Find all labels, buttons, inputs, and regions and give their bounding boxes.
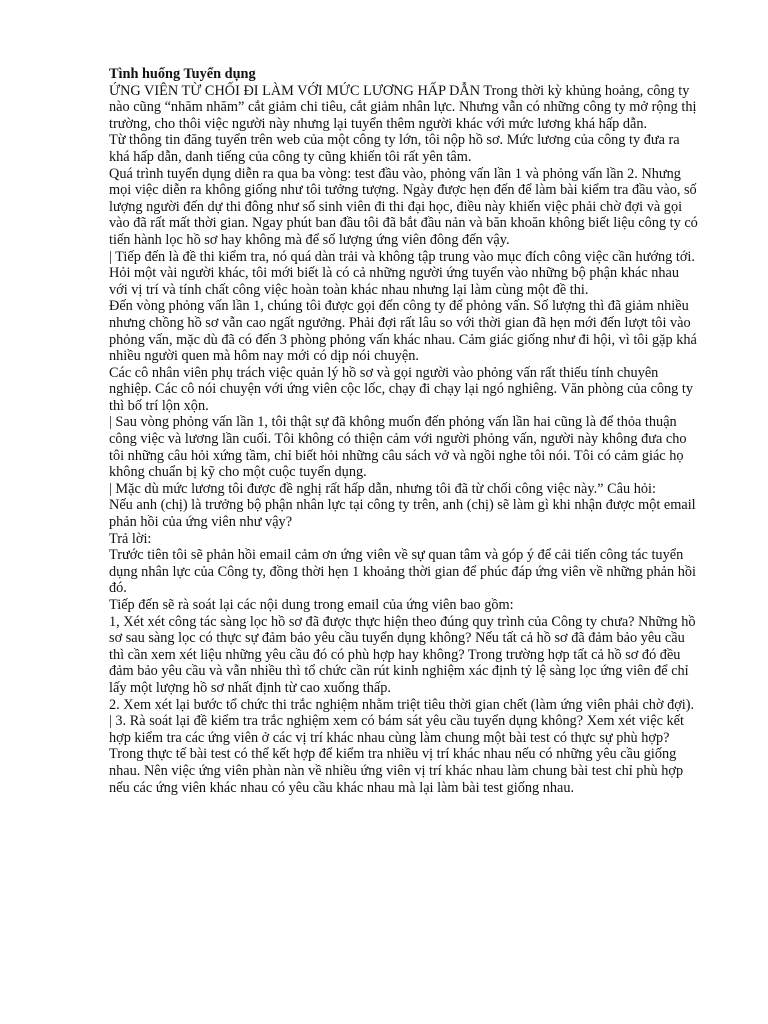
paragraph-interview-2: | Sau vòng phỏng vấn lần 1, tôi thật sự đã không muốn đến phỏng vấn lần hai cũng là để thỏa thuận công việc và lương lần cuối. Tôi không có thiện cảm với người phỏng vấn, người này không đưa cho tôi những câu hỏi xứng tầm, chỉ biết hỏi những câu sách vở và ngồi nghe tôi nói. Tôi có cảm giác họ không chuẩn bị kỹ cho một cuộc tuyển dụng. (109, 414, 687, 481)
paragraph-staff: Các cô nhân viên phụ trách việc quản lý hồ sơ và gọi người vào phỏng vấn rất thiếu tính chuyên nghiệp. Các cô nói chuyện với ứng viên cộc lốc, chạy đi chạy lại ngó nghiêng. Văn phòng của công ty thì bố trí lộn xộn. (109, 364, 693, 414)
paragraph-test: | Tiếp đến là đề thi kiểm tra, nó quá dàn trải và không tập trung vào mục đích công việc cần hướng tới. Hỏi một vài người khác, tôi mới biết là có cả những người ứng tuyển vào những bộ phận khác nhau với vị trí và tính chất công việc hoàn toàn khác nhau nhưng lại làm cùng một đề thi. (109, 248, 695, 298)
paragraph-answer-label: Trả lời: (109, 530, 152, 547)
paragraph-interview-1: Đến vòng phỏng vấn lần 1, chúng tôi được gọi đến công ty để phỏng vấn. Số lượng thì đã giảm nhiều nhưng chồng hồ sơ vẫn cao ngất ngưởng. Phải đợi rất lâu so với thời gian đã hẹn mới đến lượt tôi vào phỏng vấn, mặc dù đã có đến 3 phòng phỏng vấn khác nhau. Cảm giác giống như đi hội, vì tôi gặp khá nhiều người quen mà hôm nay mới có dịp nói chuyện. (109, 298, 697, 365)
paragraph-process: Quá trình tuyển dụng diễn ra qua ba vòng: test đầu vào, phỏng vấn lần 1 và phỏng vấn lần 2. Nhưng mọi việc diễn ra không giống như tôi tưởng tượng. Ngày được hẹn đến để làm bài kiểm tra đầu vào, số lượng người đến dự thi đông như số sinh viên đi thi đại học, điều này khiến việc phải chờ đợi và gọi vào đã rất mất thời gian. Ngay phút ban đầu tôi đã bắt đầu nản và băn khoăn không biết liệu công ty có tiến hành lọc hồ sơ hay không mà để số lượng ứng viên đông đến vậy. (109, 165, 698, 248)
document-page (109, 66, 699, 796)
paragraph-refusal: | Mặc dù mức lương tôi được đề nghị rất hấp dẫn, nhưng tôi đã từ chối công việc này.” Câu hỏi: (109, 480, 656, 497)
paragraph-answer-item-1: 1, Xét xét công tác sàng lọc hồ sơ đã được thực hiện theo đúng quy trình của Công ty chưa? Những hồ sơ sau sàng lọc có thực sự đảm bảo yêu cầu tuyển dụng không? Nếu tất cả hồ sơ đã đảm bảo yêu cầu thì cần xem xét liệu những yêu cầu đó có phù hợp hay không? Trong trường hợp tất cả hồ sơ đó đều đảm bảo yêu cầu và vẫn nhiều thì tổ chức cần rút kinh nghiệm xác định tỷ lệ sàng lọc ứng viên để chỉ lấy một lượng hồ sơ nhất định từ cao xuống thấp. (109, 613, 696, 696)
paragraph-answer-review: Tiếp đến sẽ rà soát lại các nội dung trong email của ứng viên bao gồm: (109, 597, 514, 613)
paragraph-intro: ỨNG VIÊN TỪ CHỐI ĐI LÀM VỚI MỨC LƯƠNG HẤP DẪN Trong thời kỳ khủng hoảng, công ty nào cũng “nhăm nhăm” cắt giảm chi tiêu, cắt giảm nhân lực. Nhưng vẫn có những công ty mở rộng thị trường, cho thôi việc người này nhưng lại tuyển thêm người khác với mức lương khá hấp dẫn. (109, 82, 697, 132)
paragraph-application: Từ thông tin đăng tuyển trên web của một công ty lớn, tôi nộp hồ sơ. Mức lương của công ty đưa ra khá hấp dẫn, danh tiếng của công ty cũng khiến tôi rất yên tâm. (109, 132, 680, 165)
paragraph-answer-item-2: 2. Xem xét lại bước tổ chức thi trắc nghiệm nhằm triệt tiêu thời gian chết (làm ứng viên phải chờ đợi). (109, 696, 695, 713)
paragraph-question: Nếu anh (chị) là trưởng bộ phận nhân lực tại công ty trên, anh (chị) sẽ làm gì khi nhận được một email phản hồi của ứng viên như vậy? (109, 497, 696, 531)
paragraph-answer-item-3: | 3. Rà soát lại đề kiểm tra trắc nghiệm xem có bám sát yêu cầu tuyển dụng không? Xem xét việc kết hợp kiểm tra các ứng viên ở các vị trí khác nhau cùng làm chung một bài test có thực sự phù hợp? Trong thực tế bài test có thể kết hợp để kiểm tra nhiều vị trí khác nhau nếu có những yêu cầu giống nhau. Nên việc ứng viên phàn nàn về nhiều ứng viên vị trí khác nhau làm chung bài test chỉ phù hợp nếu các ứng viên khác nhau có yêu cầu khác nhau mà lại làm bài test giống nhau. (109, 713, 684, 796)
paragraph-answer-first: Trước tiên tôi sẽ phản hồi email cảm ơn ứng viên về sự quan tâm và góp ý để cải tiến công tác tuyển dụng nhân lực của Công ty, đồng thời hẹn 1 khoảng thời gian để phúc đáp ứng viên về những phản hồi đó. (109, 547, 696, 597)
document-title: Tình huống Tuyển dụng (109, 66, 256, 82)
